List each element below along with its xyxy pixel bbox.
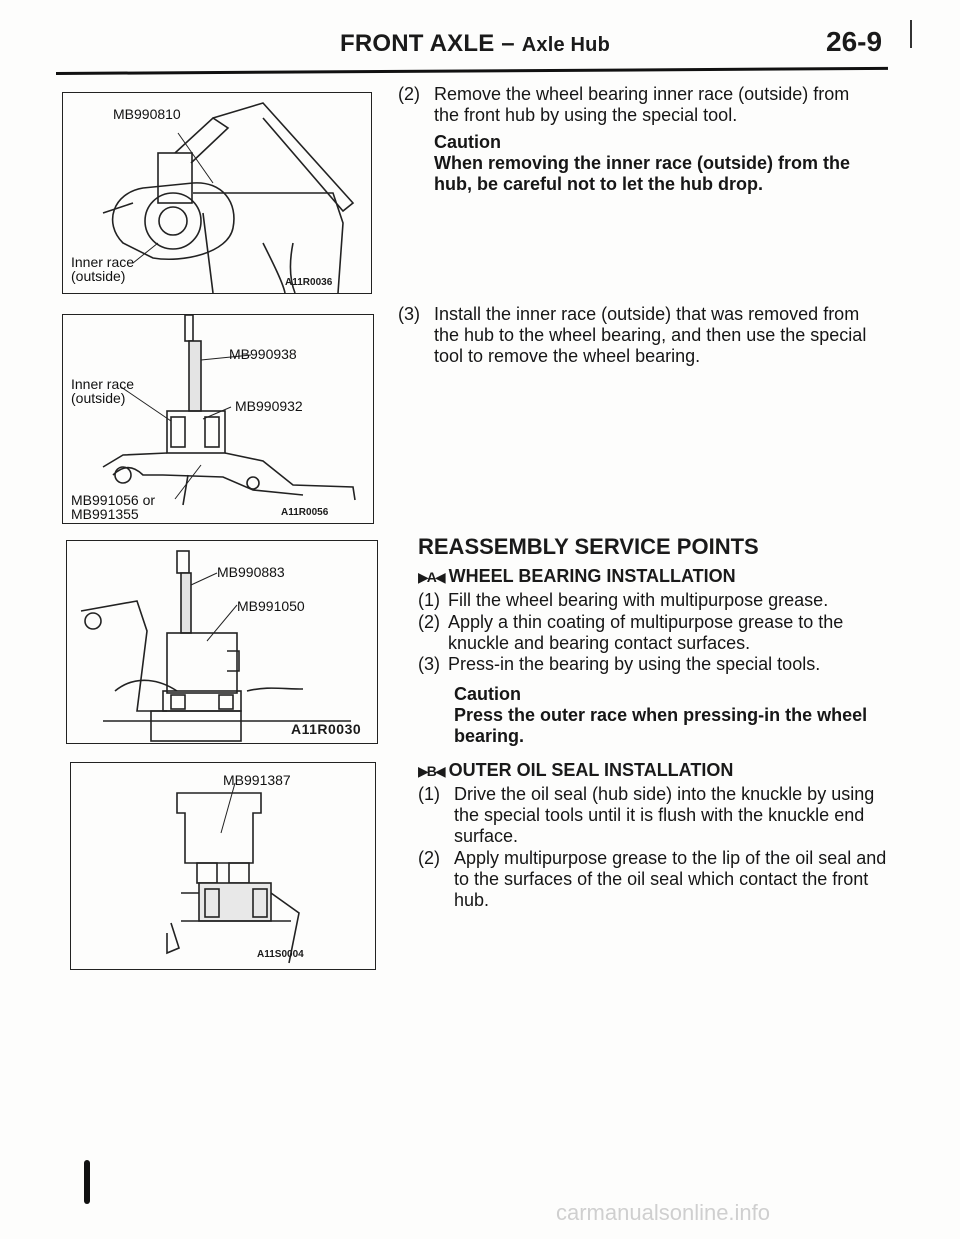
tool-label-mb991355: MB991355 (71, 506, 139, 522)
tool-label-mb991050: MB991050 (237, 598, 305, 614)
step-text: Drive the oil seal (hub side) into the knuckle by using the special tools until it is flush with the knuckle end surface. (454, 784, 875, 846)
page-title (340, 30, 610, 58)
figure-inner-race-removal (62, 92, 372, 294)
tool-label-mb990810: MB990810 (113, 106, 181, 122)
margin-tick (910, 20, 912, 48)
reassembly-heading: REASSEMBLY SERVICE POINTS (418, 534, 759, 559)
seal-step-2 (418, 848, 898, 912)
inner-race-outside-label: (outside) (71, 268, 126, 284)
tool-label-mb990932: MB990932 (235, 398, 303, 414)
section-name: FRONT AXLE (340, 30, 495, 57)
watermark: carmanualsonline.info (556, 1200, 771, 1225)
removal-step-2 (398, 84, 898, 194)
step-number: (2) (418, 612, 440, 632)
step-number: (2) (398, 84, 420, 104)
bearing-caution (454, 684, 894, 747)
wheel-bearing-installation-heading (418, 566, 736, 587)
step-text: Remove the wheel bearing inner race (outside) from the front hub by using the special tool. (434, 84, 850, 125)
binding-edge-mark (84, 1160, 90, 1204)
bearing-step-1 (418, 590, 898, 612)
step-text: Apply a thin coating of multipurpose grease to the knuckle and bearing contact surfaces. (448, 612, 844, 653)
marker-b-icon: ▶B◀ (418, 763, 444, 779)
caution-text: Press the outer race when pressing-in the wheel bearing. (454, 705, 868, 746)
inner-race-outside-label-2: (outside) (71, 390, 126, 406)
tool-label-mb990883: MB990883 (217, 564, 285, 580)
caution-heading: Caution (454, 684, 521, 704)
seal-step-1 (418, 784, 898, 848)
tool-label-mb990938: MB990938 (229, 346, 297, 362)
step-number: (3) (418, 654, 440, 674)
section-subtitle: Axle Hub (521, 34, 611, 56)
step-number: (3) (398, 304, 420, 324)
tool-label-mb991056: MB991056 or (71, 492, 156, 508)
figure-wheel-bearing-installation (66, 540, 378, 744)
inner-race-label: Inner race (71, 254, 135, 270)
tool-label-mb991387: MB991387 (223, 772, 291, 788)
title-dash: – (494, 30, 522, 57)
step-number: (1) (418, 784, 440, 804)
step-text: Press-in the bearing by using the special tools. (448, 654, 821, 674)
marker-a-icon: ▶A◀ (418, 569, 444, 585)
header-rule (56, 67, 888, 75)
bearing-step-2 (418, 612, 898, 654)
page-number: 26-9 (826, 26, 883, 57)
step-text: Fill the wheel bearing with multipurpose grease. (448, 590, 829, 610)
figure-code-3: A11R0030 (291, 721, 362, 737)
figure-wheel-bearing-removal (62, 314, 374, 524)
figure-code-2: A11R0056 (281, 507, 329, 518)
step-number: (2) (418, 848, 440, 868)
step-text: Apply multipurpose grease to the lip of the oil seal and to the surfaces of the oil seal which contact the front hub. (454, 848, 887, 910)
inner-race-label-2: Inner race (71, 376, 135, 392)
caution-heading: Caution (434, 132, 501, 152)
page-header (0, 20, 960, 78)
outer-oil-seal-heading (418, 760, 733, 781)
figure-code: A11R0036 (285, 277, 333, 288)
subsection-title: WHEEL BEARING INSTALLATION (448, 566, 736, 586)
removal-step-3 (398, 304, 898, 370)
figure-code-4: A11S0004 (257, 949, 304, 960)
subsection-title: OUTER OIL SEAL INSTALLATION (448, 760, 734, 780)
figure-outer-oil-seal (70, 762, 376, 970)
step-number: (1) (418, 590, 440, 610)
step-text: Install the inner race (outside) that was removed from the hub to the wheel bearing, and then use the special tool to remove the wheel bearing. (434, 304, 867, 366)
bearing-step-3 (418, 654, 898, 676)
seal-installer-illustration (71, 763, 375, 969)
caution-text: When removing the inner race (outside) from the hub, be careful not to let the hub drop. (434, 153, 851, 194)
